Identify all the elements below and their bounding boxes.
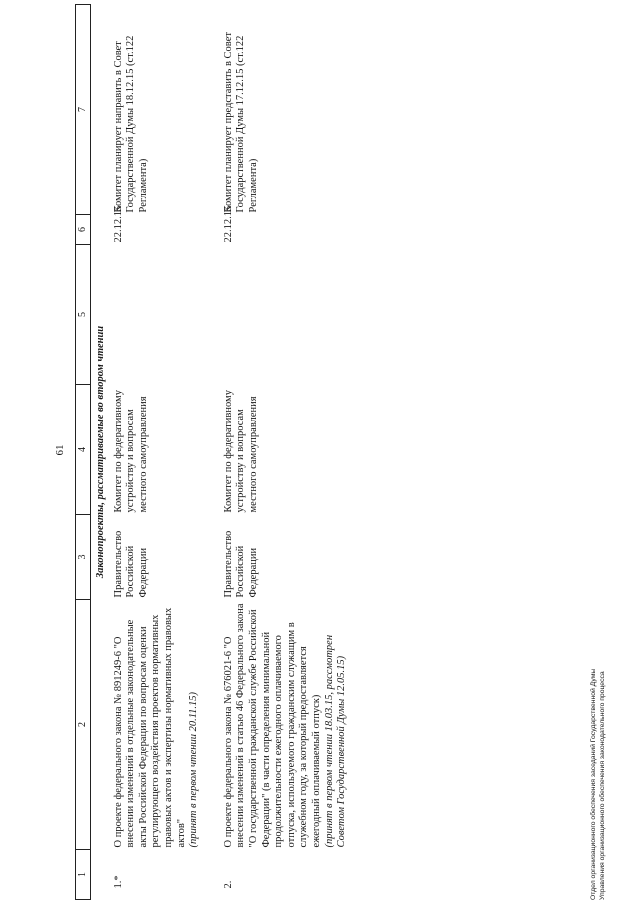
remark: Комитет планирует представить в Совет Государственной Думы 17.12.15 (ст.122 Регламента) — [222, 32, 259, 213]
column-number: 6 — [76, 215, 91, 245]
initiator: Правительство Российской Федерации — [222, 530, 259, 598]
section-heading-row — [91, 5, 113, 900]
column-number: 7 — [76, 5, 91, 215]
column-number: 4 — [76, 385, 91, 515]
column-number: 3 — [76, 515, 91, 600]
column-number: 2 — [76, 600, 91, 850]
table-row — [113, 5, 223, 900]
row-number: 2. — [222, 880, 234, 889]
remark: Комитет планирует направить в Совет Государственной Думы 18.12.15 (ст.122 Регламента) — [112, 35, 149, 213]
bill-title: О проекте федерального закона № 891249-6 "О внесении изменений в отдельные законодательные акты Российской Федерации по вопросам оценки регулирующего воздействия проектов нормативных правовых актов и экспертизы нормативных правовых актов" — [112, 607, 187, 848]
footer-line: Отдел организационного обеспечения заседаний Государственной Думы — [590, 668, 597, 900]
committee: Комитет по федеративному устройству и вопросам местного самоуправления — [112, 390, 149, 513]
initiator: Правительство Российской Федерации — [112, 530, 149, 598]
date: 22.12.15 — [112, 205, 124, 243]
column-number-row — [76, 5, 91, 900]
agenda-table — [75, 4, 349, 900]
column-number: 1 — [76, 850, 91, 900]
bill-cell — [113, 600, 223, 850]
column-5-value — [223, 245, 349, 385]
date: 22.12.15 — [222, 205, 234, 243]
row-number: 1.* — [112, 875, 124, 889]
footer-line: Управления организационного обеспечения законодательного процесса — [598, 671, 606, 900]
bill-cell — [223, 600, 349, 850]
table-row — [223, 5, 349, 900]
column-5-value — [113, 245, 223, 385]
column-number: 5 — [76, 245, 91, 385]
bill-title: О проекте федерального закона № 676021-6 "О внесении изменений в статью 46 Федерального закона "О государственной гражданской службе Российской Федерации" (в части определения минимальной продолжительности ежегодного оплачиваемого отпуска, используемого гражданским служащим в служебном году, за который предоставляется ежегодный оплачиваемый отпуск) — [222, 603, 322, 848]
bill-status-note: (принят в первом чтении 18.03.15, рассмотрен Советом Государственной Думы 12.05.15) — [323, 634, 348, 848]
footer — [590, 669, 607, 900]
bill-status-note: (принят в первом чтении 20.11.15) — [188, 691, 200, 848]
section-title: Законопроекты, рассматриваемые во втором чтении — [95, 325, 106, 579]
committee: Комитет по федеративному устройству и вопросам местного самоуправления — [222, 390, 259, 513]
page-number: 61 — [54, 444, 66, 456]
